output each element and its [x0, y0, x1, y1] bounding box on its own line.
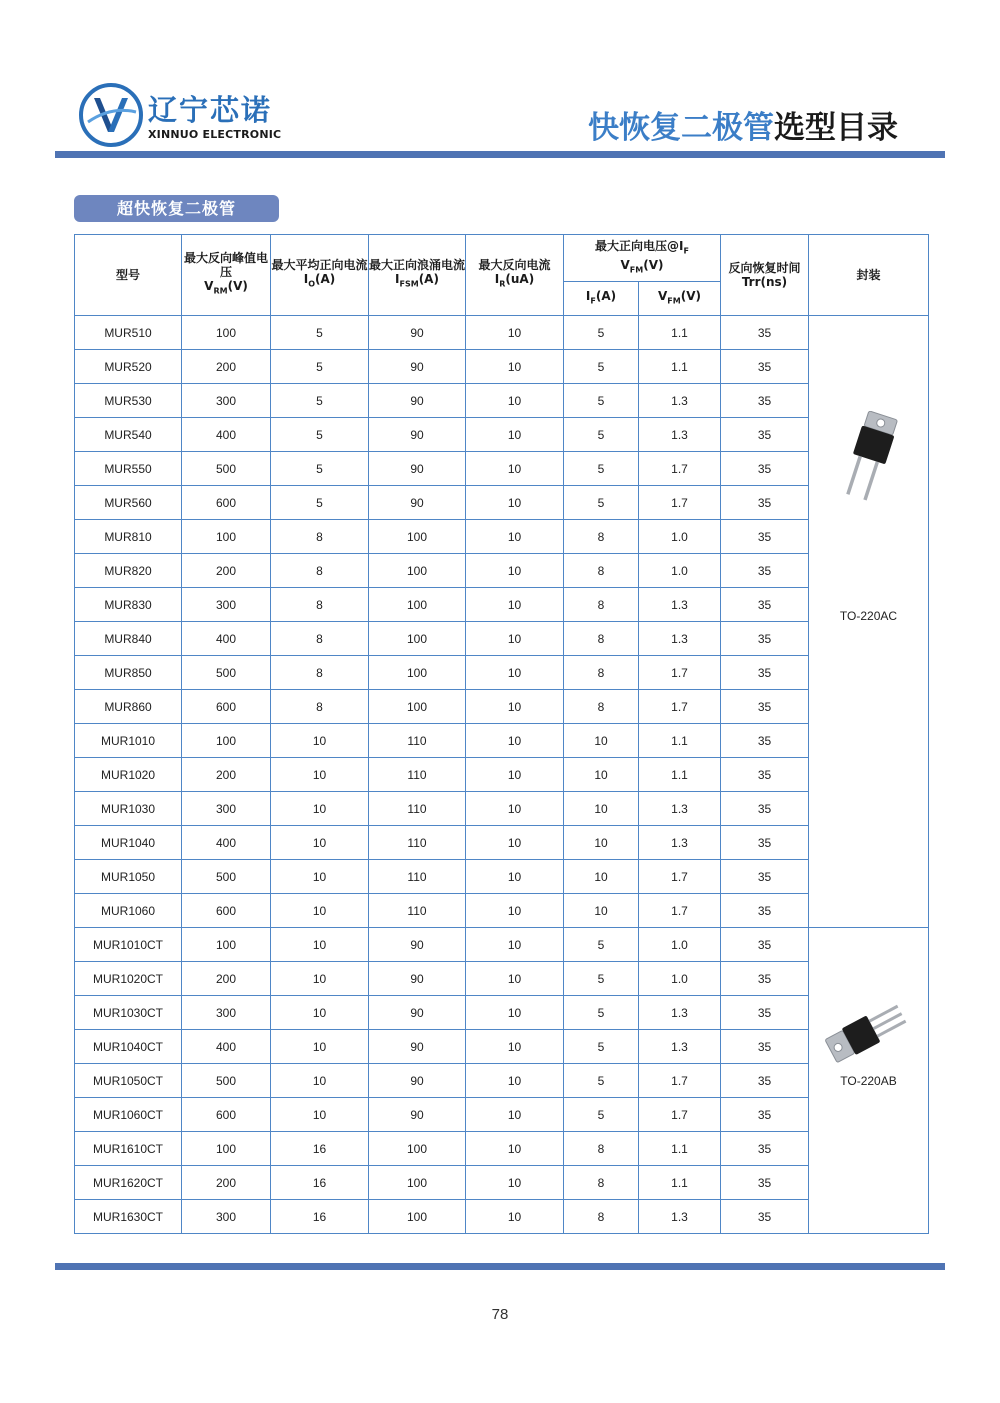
table-row — [75, 418, 929, 452]
cell-model: MUR1040 — [75, 826, 182, 860]
cell-model: MUR840 — [75, 622, 182, 656]
cell-if: 5 — [564, 1098, 639, 1132]
col-header-ifsm: 最大正向浪涌电流 $I_{FSM}(A)$ — [369, 235, 466, 316]
cell-model: MUR1060CT — [75, 1098, 182, 1132]
cell-if: 8 — [564, 1166, 639, 1200]
cell-vrm: 500 — [182, 656, 271, 690]
cell-ifsm: 90 — [369, 1098, 466, 1132]
cell-vfm: 1.3 — [639, 826, 721, 860]
cell-model: MUR850 — [75, 656, 182, 690]
cell-io: 8 — [271, 656, 369, 690]
cell-vfm: 1.1 — [639, 1132, 721, 1166]
cell-io: 10 — [271, 894, 369, 928]
cell-vfm: 1.3 — [639, 792, 721, 826]
table-row — [75, 350, 929, 384]
cell-ir: 10 — [466, 1098, 564, 1132]
cell-vfm: 1.0 — [639, 962, 721, 996]
cell-vfm: 1.3 — [639, 996, 721, 1030]
cell-io: 8 — [271, 520, 369, 554]
cell-ifsm: 110 — [369, 758, 466, 792]
col-header-io: 最大平均正向电流 $I_O(A)$ — [271, 235, 369, 316]
table-row — [75, 486, 929, 520]
cell-vfm: 1.1 — [639, 316, 721, 350]
cell-ifsm: 110 — [369, 724, 466, 758]
cell-vfm: 1.7 — [639, 452, 721, 486]
cell-if: 8 — [564, 1132, 639, 1166]
cell-ir: 10 — [466, 894, 564, 928]
cell-vrm: 200 — [182, 554, 271, 588]
cell-ir: 10 — [466, 1064, 564, 1098]
cell-model: MUR1020 — [75, 758, 182, 792]
cell-ifsm: 100 — [369, 690, 466, 724]
cell-vfm: 1.7 — [639, 486, 721, 520]
cell-ir: 10 — [466, 1200, 564, 1234]
table-row — [75, 622, 929, 656]
table-row — [75, 996, 929, 1030]
table-row — [75, 656, 929, 690]
cell-ifsm: 90 — [369, 928, 466, 962]
cell-trr: 35 — [721, 826, 809, 860]
cell-vrm: 200 — [182, 758, 271, 792]
cell-trr: 35 — [721, 486, 809, 520]
table-row — [75, 792, 929, 826]
table-row — [75, 384, 929, 418]
cell-ir: 10 — [466, 384, 564, 418]
cell-model: MUR1010 — [75, 724, 182, 758]
cell-ir: 10 — [466, 928, 564, 962]
cell-model: MUR550 — [75, 452, 182, 486]
cell-trr: 35 — [721, 350, 809, 384]
cell-vfm: 1.0 — [639, 520, 721, 554]
cell-vfm: 1.3 — [639, 1200, 721, 1234]
table-row — [75, 962, 929, 996]
cell-ifsm: 90 — [369, 384, 466, 418]
cell-ir: 10 — [466, 996, 564, 1030]
logo-chinese-text: 辽宁芯诺 — [148, 93, 273, 127]
cell-ifsm: 110 — [369, 826, 466, 860]
cell-io: 5 — [271, 452, 369, 486]
cell-ir: 10 — [466, 622, 564, 656]
col-header-vfm: $V_{FM}(V)$ — [639, 282, 721, 316]
cell-trr: 35 — [721, 1064, 809, 1098]
cell-ifsm: 90 — [369, 418, 466, 452]
cell-vrm: 300 — [182, 384, 271, 418]
cell-vrm: 500 — [182, 452, 271, 486]
cell-ifsm: 110 — [369, 894, 466, 928]
cell-model: MUR1040CT — [75, 1030, 182, 1064]
table-row — [75, 826, 929, 860]
cell-ifsm: 100 — [369, 588, 466, 622]
cell-vrm: 500 — [182, 1064, 271, 1098]
table-row — [75, 1166, 929, 1200]
package-label: TO-220AB — [840, 1074, 897, 1088]
cell-trr: 35 — [721, 418, 809, 452]
cell-model: MUR810 — [75, 520, 182, 554]
cell-model: MUR1010CT — [75, 928, 182, 962]
footer-divider — [55, 1263, 945, 1270]
cell-if: 5 — [564, 962, 639, 996]
cell-vrm: 400 — [182, 418, 271, 452]
cell-vfm: 1.7 — [639, 690, 721, 724]
cell-ir: 10 — [466, 962, 564, 996]
table-row — [75, 588, 929, 622]
cell-if: 5 — [564, 996, 639, 1030]
cell-ifsm: 90 — [369, 452, 466, 486]
cell-vfm: 1.1 — [639, 1166, 721, 1200]
header-divider — [55, 151, 945, 158]
cell-ifsm: 100 — [369, 520, 466, 554]
cell-ifsm: 90 — [369, 996, 466, 1030]
table-row — [75, 1098, 929, 1132]
col-header-package: 封装 — [809, 235, 929, 316]
cell-vrm: 100 — [182, 520, 271, 554]
table-row — [75, 1030, 929, 1064]
cell-io: 16 — [271, 1200, 369, 1234]
page-header — [0, 0, 1000, 160]
cell-vfm: 1.0 — [639, 928, 721, 962]
cell-trr: 35 — [721, 588, 809, 622]
cell-trr: 35 — [721, 316, 809, 350]
cell-trr: 35 — [721, 690, 809, 724]
table-row — [75, 894, 929, 928]
cell-vfm: 1.7 — [639, 860, 721, 894]
cell-io: 5 — [271, 418, 369, 452]
cell-vrm: 200 — [182, 1166, 271, 1200]
cell-if: 5 — [564, 418, 639, 452]
cell-vrm: 200 — [182, 350, 271, 384]
package-cell — [809, 316, 929, 928]
cell-vrm: 600 — [182, 894, 271, 928]
cell-if: 10 — [564, 894, 639, 928]
cell-ir: 10 — [466, 1166, 564, 1200]
cell-ifsm: 90 — [369, 1030, 466, 1064]
cell-ir: 10 — [466, 588, 564, 622]
cell-if: 10 — [564, 826, 639, 860]
cell-vrm: 100 — [182, 1132, 271, 1166]
cell-ifsm: 90 — [369, 350, 466, 384]
cell-trr: 35 — [721, 894, 809, 928]
cell-model: MUR860 — [75, 690, 182, 724]
cell-io: 8 — [271, 554, 369, 588]
cell-if: 5 — [564, 486, 639, 520]
cell-io: 10 — [271, 928, 369, 962]
cell-vrm: 300 — [182, 792, 271, 826]
cell-vfm: 1.1 — [639, 758, 721, 792]
cell-vfm: 1.3 — [639, 418, 721, 452]
cell-vrm: 100 — [182, 724, 271, 758]
cell-vrm: 600 — [182, 486, 271, 520]
table-row — [75, 554, 929, 588]
cell-ifsm: 100 — [369, 622, 466, 656]
cell-vrm: 300 — [182, 1200, 271, 1234]
cell-ifsm: 110 — [369, 792, 466, 826]
cell-io: 10 — [271, 1098, 369, 1132]
xinnuo-logo-icon — [78, 82, 144, 148]
table-row — [75, 724, 929, 758]
cell-model: MUR1050 — [75, 860, 182, 894]
cell-vrm: 200 — [182, 962, 271, 996]
to-220ac-package-icon — [829, 411, 909, 506]
table-row — [75, 452, 929, 486]
cell-ir: 10 — [466, 520, 564, 554]
cell-if: 10 — [564, 860, 639, 894]
cell-vfm: 1.7 — [639, 1064, 721, 1098]
section-title: 超快恢复二极管 — [74, 195, 279, 222]
table-row — [75, 860, 929, 894]
cell-io: 10 — [271, 1064, 369, 1098]
cell-ifsm: 90 — [369, 1064, 466, 1098]
cell-if: 10 — [564, 792, 639, 826]
cell-io: 8 — [271, 690, 369, 724]
cell-if: 8 — [564, 588, 639, 622]
table-row — [75, 1064, 929, 1098]
cell-trr: 35 — [721, 384, 809, 418]
cell-ifsm: 100 — [369, 1200, 466, 1234]
cell-io: 10 — [271, 996, 369, 1030]
cell-io: 8 — [271, 622, 369, 656]
page-number: 78 — [491, 1306, 509, 1323]
table-row — [75, 690, 929, 724]
cell-ir: 10 — [466, 554, 564, 588]
cell-trr: 35 — [721, 554, 809, 588]
cell-trr: 35 — [721, 724, 809, 758]
logo-english-text: XINNUO ELECTRONIC — [148, 128, 282, 141]
cell-ir: 10 — [466, 724, 564, 758]
cell-trr: 35 — [721, 1200, 809, 1234]
cell-io: 5 — [271, 486, 369, 520]
cell-model: MUR1630CT — [75, 1200, 182, 1234]
cell-model: MUR1030CT — [75, 996, 182, 1030]
cell-io: 10 — [271, 962, 369, 996]
cell-model: MUR820 — [75, 554, 182, 588]
cell-trr: 35 — [721, 962, 809, 996]
cell-vrm: 100 — [182, 316, 271, 350]
page-title-rest: 选型目录 — [774, 110, 898, 146]
cell-vrm: 500 — [182, 860, 271, 894]
cell-vfm: 1.7 — [639, 656, 721, 690]
cell-vrm: 400 — [182, 1030, 271, 1064]
cell-io: 10 — [271, 826, 369, 860]
cell-ir: 10 — [466, 486, 564, 520]
page-title-highlight: 快恢复二极管 — [588, 110, 774, 146]
col-header-trr: 反向恢复时间 Trr(ns) — [721, 235, 809, 316]
col-header-vrm: 最大反向峰值电压 $V_{RM}(V)$ — [182, 235, 271, 316]
cell-ir: 10 — [466, 1132, 564, 1166]
cell-io: 5 — [271, 316, 369, 350]
cell-ir: 10 — [466, 758, 564, 792]
cell-ifsm: 100 — [369, 656, 466, 690]
cell-vfm: 1.3 — [639, 622, 721, 656]
page-title — [588, 102, 898, 147]
company-logo — [78, 82, 282, 148]
cell-if: 5 — [564, 928, 639, 962]
cell-ifsm: 90 — [369, 962, 466, 996]
cell-if: 10 — [564, 724, 639, 758]
table-row — [75, 316, 929, 350]
cell-vfm: 1.7 — [639, 1098, 721, 1132]
package-label: TO-220AC — [839, 609, 898, 623]
cell-if: 5 — [564, 384, 639, 418]
cell-model: MUR540 — [75, 418, 182, 452]
cell-vrm: 100 — [182, 928, 271, 962]
header-row — [75, 235, 929, 282]
col-header-vfm-group: 最大正向电压$@I_F$ $V_{FM}(V)$ — [564, 235, 721, 282]
table-row — [75, 928, 929, 962]
cell-if: 5 — [564, 452, 639, 486]
spec-table-body — [75, 316, 929, 1234]
cell-ir: 10 — [466, 826, 564, 860]
cell-if: 10 — [564, 758, 639, 792]
cell-trr: 35 — [721, 1132, 809, 1166]
cell-trr: 35 — [721, 928, 809, 962]
cell-ir: 10 — [466, 418, 564, 452]
cell-trr: 35 — [721, 520, 809, 554]
cell-ifsm: 110 — [369, 860, 466, 894]
table-row — [75, 1132, 929, 1166]
cell-vrm: 600 — [182, 690, 271, 724]
cell-io: 16 — [271, 1166, 369, 1200]
cell-model: MUR1030 — [75, 792, 182, 826]
cell-io: 16 — [271, 1132, 369, 1166]
cell-vfm: 1.1 — [639, 350, 721, 384]
cell-ifsm: 90 — [369, 486, 466, 520]
cell-model: MUR520 — [75, 350, 182, 384]
cell-ir: 10 — [466, 860, 564, 894]
cell-ir: 10 — [466, 452, 564, 486]
cell-io: 10 — [271, 792, 369, 826]
cell-ir: 10 — [466, 316, 564, 350]
cell-ifsm: 100 — [369, 554, 466, 588]
cell-model: MUR530 — [75, 384, 182, 418]
cell-vrm: 400 — [182, 826, 271, 860]
cell-if: 8 — [564, 622, 639, 656]
cell-model: MUR1060 — [75, 894, 182, 928]
cell-model: MUR1620CT — [75, 1166, 182, 1200]
cell-io: 10 — [271, 1030, 369, 1064]
cell-ir: 10 — [466, 350, 564, 384]
cell-io: 10 — [271, 758, 369, 792]
cell-vfm: 1.7 — [639, 894, 721, 928]
cell-if: 8 — [564, 656, 639, 690]
cell-trr: 35 — [721, 758, 809, 792]
cell-ifsm: 90 — [369, 316, 466, 350]
cell-if: 8 — [564, 690, 639, 724]
cell-io: 10 — [271, 724, 369, 758]
cell-io: 10 — [271, 860, 369, 894]
to-220ab-package-icon — [824, 998, 914, 1064]
col-header-model: 型号 — [75, 235, 182, 316]
cell-ir: 10 — [466, 1030, 564, 1064]
cell-ir: 10 — [466, 690, 564, 724]
cell-trr: 35 — [721, 1166, 809, 1200]
cell-model: MUR1610CT — [75, 1132, 182, 1166]
cell-trr: 35 — [721, 1098, 809, 1132]
cell-trr: 35 — [721, 996, 809, 1030]
spec-table — [74, 234, 929, 1234]
cell-vfm: 1.3 — [639, 384, 721, 418]
cell-trr: 35 — [721, 860, 809, 894]
cell-trr: 35 — [721, 1030, 809, 1064]
cell-io: 5 — [271, 384, 369, 418]
cell-vfm: 1.3 — [639, 588, 721, 622]
cell-model: MUR830 — [75, 588, 182, 622]
cell-trr: 35 — [721, 656, 809, 690]
cell-ifsm: 100 — [369, 1166, 466, 1200]
table-row — [75, 1200, 929, 1234]
cell-vrm: 400 — [182, 622, 271, 656]
cell-if: 5 — [564, 1064, 639, 1098]
cell-if: 8 — [564, 520, 639, 554]
cell-ir: 10 — [466, 656, 564, 690]
cell-io: 8 — [271, 588, 369, 622]
cell-vrm: 600 — [182, 1098, 271, 1132]
cell-model: MUR560 — [75, 486, 182, 520]
cell-model: MUR1020CT — [75, 962, 182, 996]
cell-ir: 10 — [466, 792, 564, 826]
col-header-if: $I_F(A)$ — [564, 282, 639, 316]
cell-vfm: 1.3 — [639, 1030, 721, 1064]
cell-vrm: 300 — [182, 996, 271, 1030]
cell-trr: 35 — [721, 792, 809, 826]
cell-trr: 35 — [721, 452, 809, 486]
table-row — [75, 520, 929, 554]
cell-io: 5 — [271, 350, 369, 384]
cell-if: 8 — [564, 554, 639, 588]
cell-model: MUR510 — [75, 316, 182, 350]
cell-if: 5 — [564, 316, 639, 350]
col-header-ir: 最大反向电流 $I_R(uA)$ — [466, 235, 564, 316]
cell-vfm: 1.0 — [639, 554, 721, 588]
cell-trr: 35 — [721, 622, 809, 656]
package-cell — [809, 928, 929, 1234]
cell-model: MUR1050CT — [75, 1064, 182, 1098]
cell-if: 8 — [564, 1200, 639, 1234]
cell-if: 5 — [564, 350, 639, 384]
cell-vfm: 1.1 — [639, 724, 721, 758]
cell-if: 5 — [564, 1030, 639, 1064]
cell-vrm: 300 — [182, 588, 271, 622]
cell-ifsm: 100 — [369, 1132, 466, 1166]
table-row — [75, 758, 929, 792]
